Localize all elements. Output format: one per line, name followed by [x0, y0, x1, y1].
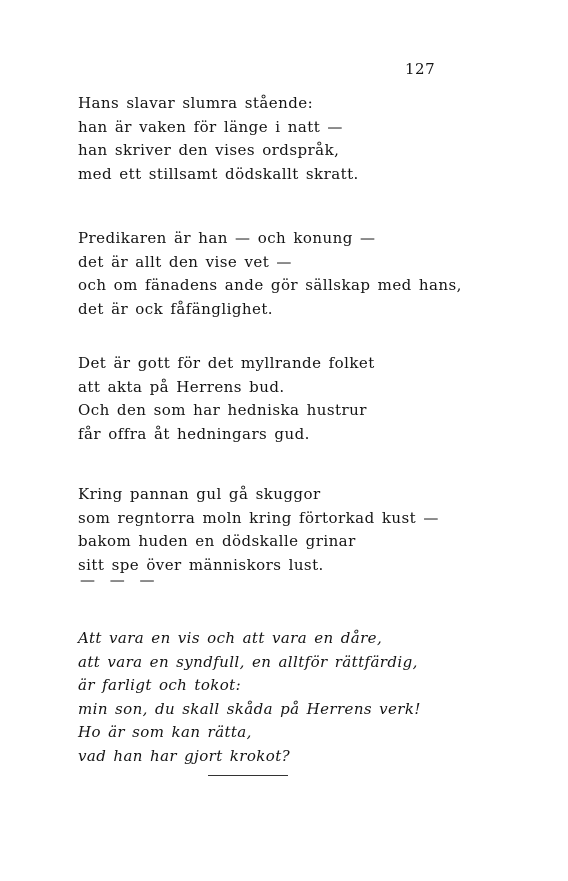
stanza-3 — [78, 352, 375, 446]
verse-line: bakom huden en dödskalle grinar — [78, 532, 356, 550]
verse-line: Och den som har hedniska hustrur — [78, 401, 367, 419]
verse-line: att akta på Herrens bud. — [78, 377, 285, 396]
verse-line: det är allt den vise vet — — [78, 252, 292, 271]
verse-line: han skriver den vises ordspråk, — [78, 141, 340, 159]
section-separator: — — — — [80, 571, 158, 589]
stanza-2 — [78, 227, 462, 321]
verse-line: det är ock fåfänglighet. — [78, 299, 274, 318]
verse-line: Predikaren är han — och konung — — [78, 229, 376, 247]
verse-line: är farligt och tokot: — [78, 676, 242, 694]
verse-line: och om fänadens ande gör sällskap med hans, — [78, 276, 462, 294]
verse-line: min son, du skall skåda på Herrens verk! — [78, 699, 421, 718]
verse-line: sitt spe över människors lust. — [78, 555, 324, 574]
stanza-1 — [78, 92, 359, 186]
end-rule — [208, 775, 288, 776]
verse-line: Ho är som kan rätta, — [78, 723, 252, 741]
verse-line: vad han har gjort krokot? — [78, 746, 291, 765]
verse-line: Kring pannan gul gå skuggor — [78, 485, 321, 503]
verse-line: han är vaken för länge i natt — — [78, 117, 343, 136]
verse-line: får offra åt hedningars gud. — [78, 424, 310, 443]
stanza-4 — [78, 483, 439, 577]
verse-line: som regntorra moln kring förtorkad kust — — [78, 508, 439, 527]
verse-line: Att vara en vis och att vara en dåre, — [78, 629, 383, 647]
verse-line: med ett stillsamt dödskallt skratt. — [78, 164, 359, 183]
page-number: 127 — [405, 60, 436, 78]
verse-line: Det är gott för det myllrande folket — [78, 354, 375, 372]
verse-line: att vara en syndfull, en alltför rättfärdig, — [78, 652, 418, 671]
closing-stanza — [78, 627, 421, 768]
verse-line: Hans slavar slumra stående: — [78, 94, 314, 112]
